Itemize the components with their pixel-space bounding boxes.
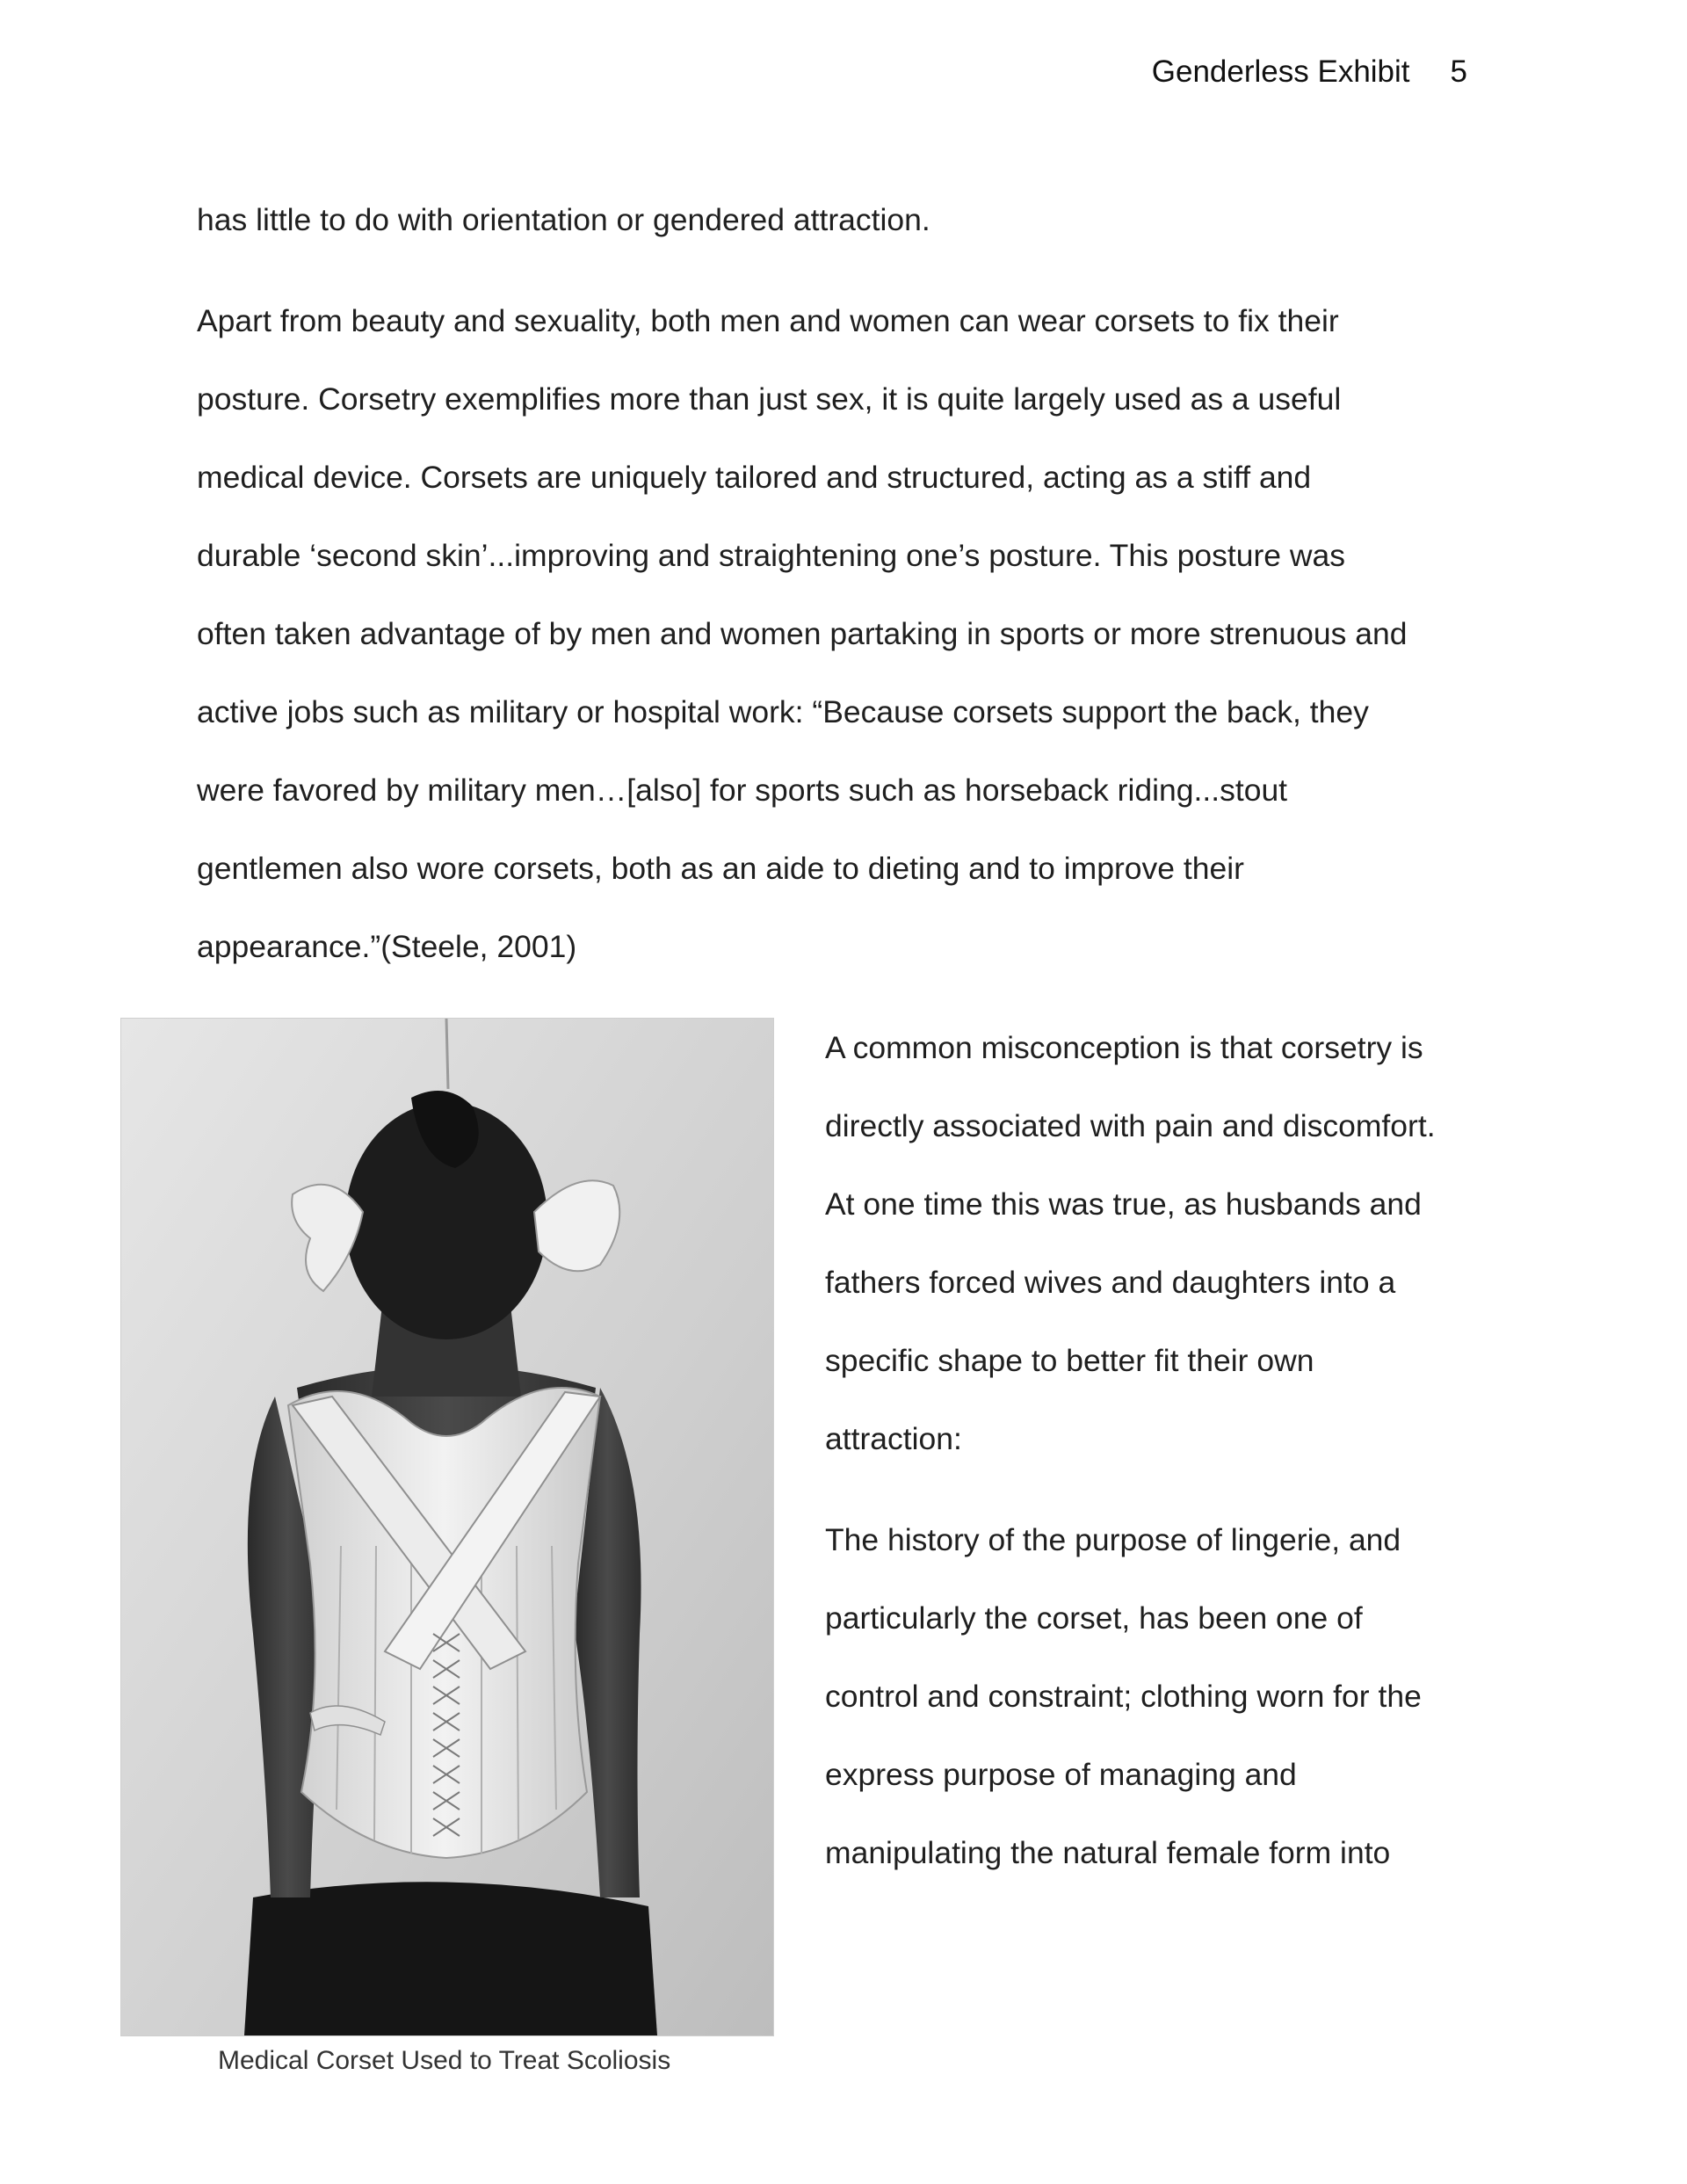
body-line: attraction: xyxy=(825,1421,962,1456)
body-line: were favored by military men…[also] for sports such as horseback riding...stout xyxy=(197,773,1288,808)
body-line: active jobs such as military or hospital work: “Because corsets support the back, they xyxy=(197,694,1369,729)
body-line: specific shape to better fit their own xyxy=(825,1343,1314,1378)
body-line: control and constraint; clothing worn for the xyxy=(825,1679,1422,1714)
running-head xyxy=(1152,54,1467,90)
body-line: manipulating the natural female form into xyxy=(825,1835,1391,1870)
body-line: fathers forced wives and daughters into a xyxy=(825,1265,1396,1300)
body-line: gentlemen also wore corsets, both as an aide to dieting and to improve their xyxy=(197,851,1244,886)
body-line: particularly the corset, has been one of xyxy=(825,1600,1363,1636)
body-line: posture. Corsetry exemplifies more than just sex, it is quite largely used as a useful xyxy=(197,381,1342,417)
body-line: Apart from beauty and sexuality, both men and women can wear corsets to fix their xyxy=(197,303,1339,338)
body-line: directly associated with pain and discomfort. xyxy=(825,1108,1436,1143)
page-number: 5 xyxy=(1450,54,1467,89)
body-line: appearance.”(Steele, 2001) xyxy=(197,929,577,964)
body-line: A common misconception is that corsetry is xyxy=(825,1030,1423,1065)
body-line: durable ‘second skin’...improving and straightening one’s posture. This posture was xyxy=(197,538,1346,573)
running-head-title: Genderless Exhibit xyxy=(1151,54,1410,89)
body-line: often taken advantage of by men and women partaking in sports or more strenuous and xyxy=(197,616,1408,651)
paragraph-continuation: has little to do with orientation or gendered attraction. xyxy=(197,202,930,237)
body-line: medical device. Corsets are uniquely tailored and structured, acting as a stiff and xyxy=(197,460,1312,495)
figure-caption: Medical Corset Used to Treat Scoliosis xyxy=(218,2046,671,2075)
body-line: The history of the purpose of lingerie, and xyxy=(825,1522,1401,1557)
corset-photo xyxy=(120,1018,774,2036)
body-line: express purpose of managing and xyxy=(825,1757,1297,1792)
body-line: At one time this was true, as husbands and xyxy=(825,1186,1422,1222)
